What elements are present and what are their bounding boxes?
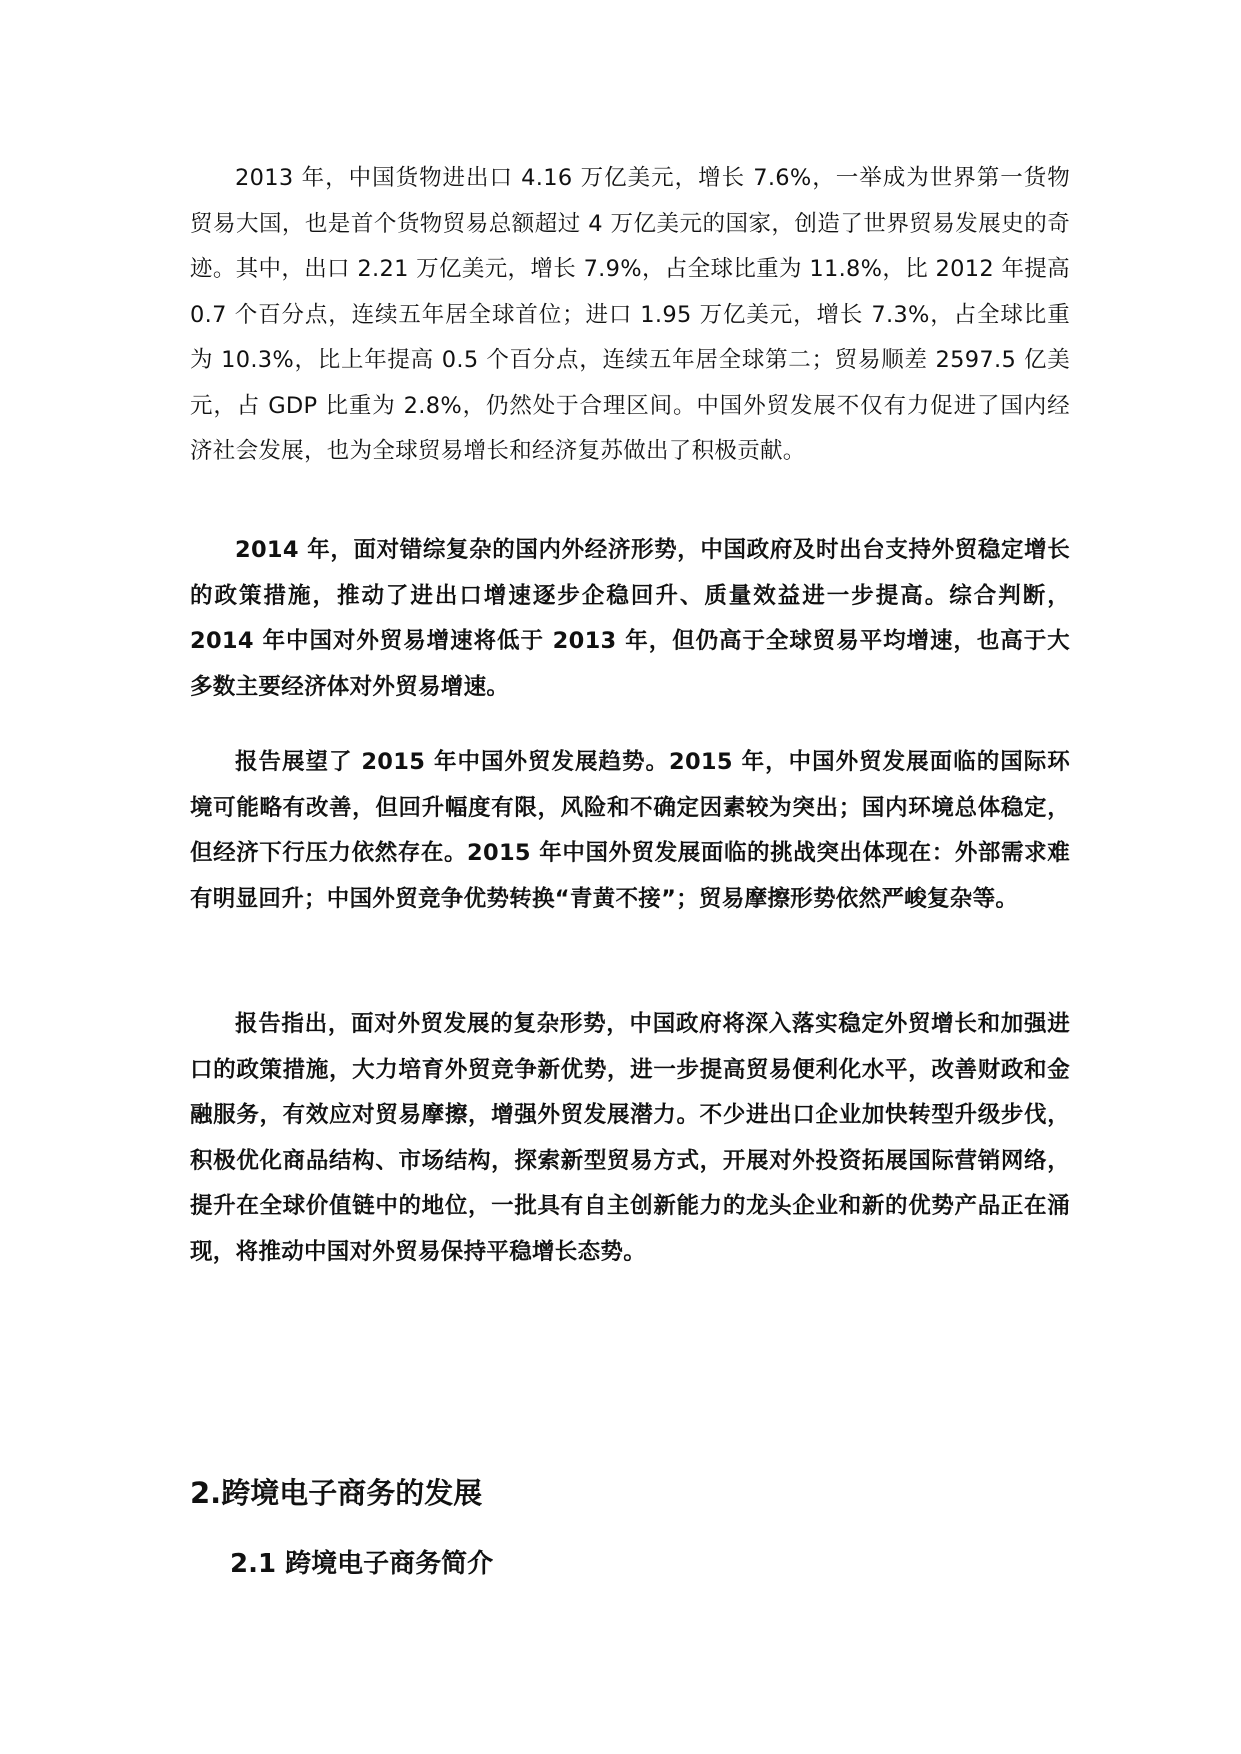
paragraph-trade-2014: 2014 年，面对错综复杂的国内外经济形势，中国政府及时出台支持外贸稳定增长的政策措施，推动了进出口增速逐步企稳回升、质量效益进一步提高。综合判断，2014 年中国对外贸易增速将低于 2013 年，但仍高于全球贸易平均增速，也高于大多数主要经济体对外贸易增速。 [190,537,1070,700]
paragraph-outlook-2015: 报告展望了 2015 年中国外贸发展趋势。2015 年，中国外贸发展面临的国际环境可能略有改善，但回升幅度有限，风险和不确定因素较为突出；国内环境总体稳定，但经济下行压力依然存在。2015 年中国外贸发展面临的挑战突出体现在：外部需求难有明显回升；中国外贸竞争优势转换“青黄不接”；贸易摩擦形势依然严峻复杂等。 [190,749,1070,912]
subsection-heading: 2.1 跨境电子商务简介 [230,1549,494,1579]
section-heading: 2.跨境电子商务的发展 [190,1476,483,1510]
paragraph-trade-2013: 2013 年，中国货物进出口 4.16 万亿美元，增长 7.6%，一举成为世界第一货物贸易大国，也是首个货物贸易总额超过 4 万亿美元的国家，创造了世界贸易发展史的奇迹。其中，出口 2.21 万亿美元，增长 7.9%，占全球比重为 11.8%，比 2012 年提高 0.7 个百分点，连续五年居全球首位；进口 1.95 万亿美元，增长 7.3%，占全球比重为 10.3%，比上年提高 0.5 个百分点，连续五年居全球第二；贸易顺差 2597.5 亿美元，占 GDP 比重为 2.8%，仍然处于合理区间。中国外贸发展不仅有力促进了国内经济社会发展，也为全球贸易增长和经济复苏做出了积极贡献。 [190,165,1070,464]
paragraph-policy-measures: 报告指出，面对外贸发展的复杂形势，中国政府将深入落实稳定外贸增长和加强进口的政策措施，大力培育外贸竞争新优势，进一步提高贸易便利化水平，改善财政和金融服务，有效应对贸易摩擦，增强外贸发展潜力。不少进出口企业加快转型升级步伐，积极优化商品结构、市场结构，探索新型贸易方式，开展对外投资拓展国际营销网络，提升在全球价值链中的地位，一批具有自主创新能力的龙头企业和新的优势产品正在涌现，将推动中国对外贸易保持平稳增长态势。 [190,1011,1070,1265]
